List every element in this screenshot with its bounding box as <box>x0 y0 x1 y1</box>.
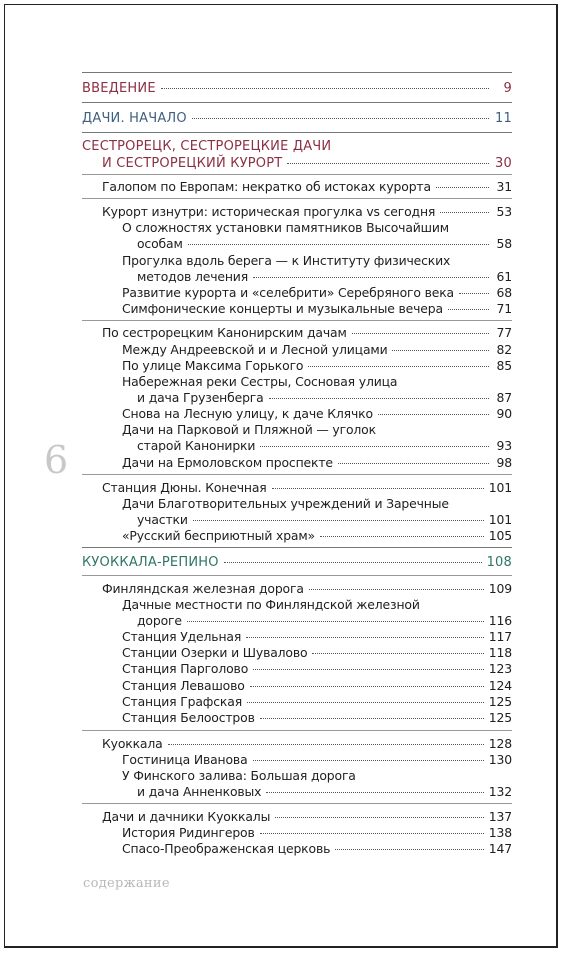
toc-entry-graf[interactable]: Станция Графская 125 <box>122 694 512 709</box>
toc-entry-progulka[interactable]: методов лечения 61 <box>137 269 512 284</box>
divider <box>82 547 512 548</box>
toc-entry-levash[interactable]: Станция Левашово 124 <box>122 678 512 693</box>
toc-entry-zaliv-line1: У Финского залива: Большая дорога <box>122 768 356 783</box>
toc-entry-parkovoy-line1: Дачи на Парковой и Пляжной — уголок <box>122 422 376 437</box>
toc-entry-pargolovo[interactable]: Станция Парголово 123 <box>122 661 512 676</box>
toc-entry-dachi[interactable]: ДАЧИ. НАЧАЛО 11 <box>82 111 512 126</box>
toc-entry-slozh-line1: О сложностях установки памятников Высочайшим <box>122 220 449 235</box>
toc-entry-udel[interactable]: Станция Удельная 117 <box>122 629 512 644</box>
toc-entry-mezhdu[interactable]: Между Андреевской и и Лесной улицами 82 <box>122 342 512 357</box>
divider <box>82 320 512 321</box>
running-footer: содержание <box>83 876 170 891</box>
toc-entry-riding[interactable]: История Ридингеров 138 <box>122 825 512 840</box>
toc-entry-finl[interactable]: Финляндская железная дорога 109 <box>102 581 512 596</box>
divider <box>82 102 512 103</box>
table-of-contents <box>82 0 512 954</box>
toc-entry-nab[interactable]: и дача Грузенберга 87 <box>137 390 512 405</box>
toc-entry-dachniki[interactable]: Дачи и дачники Куоккалы 137 <box>102 809 512 824</box>
divider <box>82 132 512 133</box>
toc-entry-dach[interactable]: дороге 116 <box>137 613 512 628</box>
toc-entry-sestroretsk[interactable]: И СЕСТРОРЕЦКИЙ КУРОРТ 30 <box>102 156 512 171</box>
toc-entry-nab-line1: Набережная реки Сестры, Сосновая улица <box>122 374 398 389</box>
toc-entry-gost[interactable]: Гостиница Иванова 130 <box>122 752 512 767</box>
divider <box>82 474 512 475</box>
toc-entry-belo[interactable]: Станция Белоостров 125 <box>122 710 512 725</box>
divider <box>82 730 512 731</box>
page-number: 6 <box>44 438 69 482</box>
toc-entry-dach-line1: Дачные местности по Финляндской железной <box>122 597 420 612</box>
toc-entry-spaso[interactable]: Спасо-Преображенская церковь 147 <box>122 841 512 856</box>
toc-entry-kurort[interactable]: Курорт изнутри: историческая прогулка vs сегодня 53 <box>102 204 512 219</box>
toc-entry-gorkogo[interactable]: По улице Максима Горького 85 <box>122 358 512 373</box>
toc-entry-blago[interactable]: участки 101 <box>137 512 512 527</box>
toc-entry-intro[interactable]: ВВЕДЕНИЕ 9 <box>82 81 512 96</box>
toc-entry-razvitie[interactable]: Развитие курорта и «селебрити» Серебряного века 68 <box>122 285 512 300</box>
toc-entry-slozh[interactable]: особам 58 <box>137 236 512 251</box>
toc-entry-kuokkala[interactable]: КУОККАЛА-РЕПИНО 108 <box>82 555 512 570</box>
toc-entry-zaliv[interactable]: и дача Анненковых 132 <box>137 784 512 799</box>
toc-entry-hram[interactable]: «Русский бесприютный храм» 105 <box>122 528 512 543</box>
divider <box>82 174 512 175</box>
toc-entry-kanon[interactable]: По сестрорецким Канонирским дачам 77 <box>102 325 512 340</box>
divider <box>82 803 512 804</box>
toc-entry-snova[interactable]: Снова на Лесную улицу, к даче Клячко 90 <box>122 406 512 421</box>
toc-entry-galop[interactable]: Галопом по Европам: некратко об истоках курорта 31 <box>102 179 512 194</box>
divider <box>82 198 512 199</box>
toc-entry-blago-line1: Дачи Благотворительных учреждений и Заречные <box>122 496 449 511</box>
toc-entry-ermol[interactable]: Дачи на Ермоловском проспекте 98 <box>122 455 512 470</box>
toc-entry-simfon[interactable]: Симфонические концерты и музыкальные вечера 71 <box>122 301 512 316</box>
toc-entry-kuok2[interactable]: Куоккала 128 <box>102 736 512 751</box>
toc-entry-sestroretsk-line1: СЕСТРОРЕЦК, СЕСТРОРЕЦКИЕ ДАЧИ <box>82 139 332 154</box>
divider <box>82 575 512 576</box>
toc-entry-ozerki[interactable]: Станции Озерки и Шувалово 118 <box>122 645 512 660</box>
toc-entry-parkovoy[interactable]: старой Канонирки 93 <box>137 438 512 453</box>
toc-entry-progulka-line1: Прогулка вдоль берега — к Институту физических <box>122 253 451 268</box>
toc-entry-dyuny[interactable]: Станция Дюны. Конечная 101 <box>102 480 512 495</box>
divider <box>82 72 512 73</box>
